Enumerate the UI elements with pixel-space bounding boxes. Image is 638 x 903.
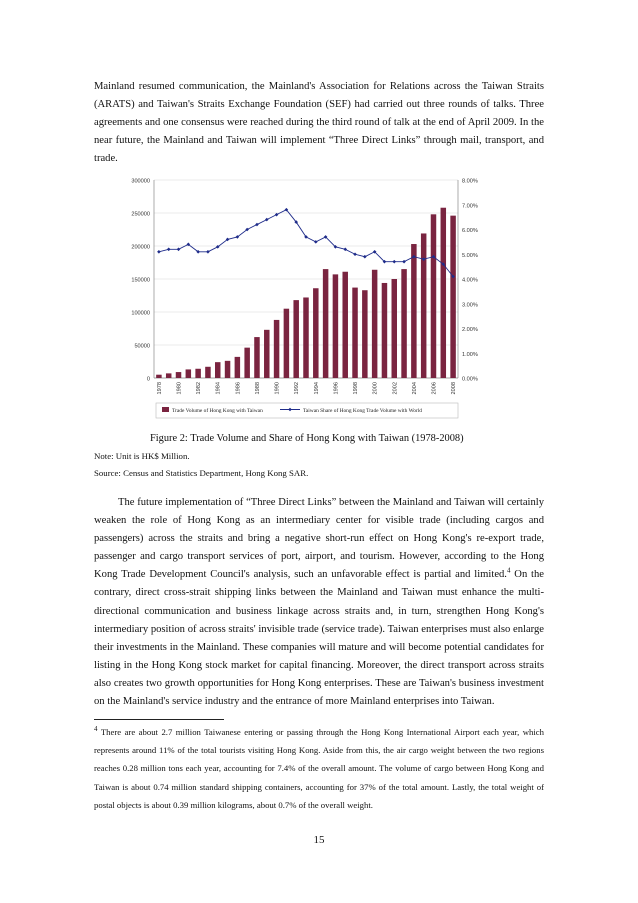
x-tick-label: 1988 xyxy=(254,382,261,395)
share-point-1983 xyxy=(206,250,210,254)
legend-bar-label: Trade Volume of Hong Kong with Taiwan xyxy=(172,408,263,414)
bar-2004 xyxy=(411,244,416,378)
footnote xyxy=(94,723,544,814)
share-point-2003 xyxy=(402,260,406,264)
share-point-1979 xyxy=(167,248,171,252)
right-tick-label: 2.00% xyxy=(462,327,478,333)
right-tick-label: 4.00% xyxy=(462,277,478,284)
x-tick-label: 1996 xyxy=(333,382,340,395)
share-point-2002 xyxy=(392,260,396,264)
left-tick-label: 200000 xyxy=(131,244,150,251)
figure-note: Note: Unit is HK$ Million. xyxy=(94,451,190,461)
bar-1992 xyxy=(293,300,298,378)
x-tick-label: 2004 xyxy=(411,382,418,395)
bar-1995 xyxy=(323,269,328,378)
bar-2001 xyxy=(382,283,387,378)
bar-1988 xyxy=(254,337,259,378)
bar-1998 xyxy=(352,288,357,378)
bar-1997 xyxy=(342,272,347,378)
share-point-1999 xyxy=(363,255,367,259)
figure-source: Source: Census and Statistics Department, Hong Kong SAR. xyxy=(94,468,309,478)
bar-1978 xyxy=(156,375,161,378)
right-tick-label: 7.00% xyxy=(462,203,478,210)
share-point-1989 xyxy=(265,218,269,222)
x-tick-label: 1990 xyxy=(274,382,281,395)
right-tick-label: 5.00% xyxy=(462,252,478,259)
bar-1996 xyxy=(333,274,338,378)
x-tick-label: 1982 xyxy=(196,382,203,395)
figure-caption: Figure 2: Trade Volume and Share of Hong Kong with Taiwan (1978-2008) xyxy=(150,433,464,444)
left-tick-label: 100000 xyxy=(131,310,150,317)
x-tick-label: 1986 xyxy=(235,382,242,395)
share-point-1980 xyxy=(177,248,181,252)
page-number: 15 xyxy=(313,834,325,846)
legend-bar-swatch xyxy=(162,407,169,412)
right-tick-label: 3.00% xyxy=(462,302,478,309)
bar-2005 xyxy=(421,233,426,378)
bar-1979 xyxy=(166,373,171,378)
left-tick-label: 50000 xyxy=(134,343,150,350)
body-text-2: On the contrary, direct cross-strait shipping links between the Mainland and Taiwan must enhance the multi-directional communication and business linkage across straits and, in turn, strengthen Hong Kong's intermediary position of across straits' invisible trade (service trade). Taiwan enterprises must also enlarge their investments in the Mainland. These companies will mature and will become potential candidates for listing in the Hong Kong stock market for capital financing. Moreover, the direct transport across straits also creates two growth opportunities for Hong Kong enterprises. These are Taiwan's business investment on the Mainland's service industry and the entrance of more Mainland enterprises into Taiwan. xyxy=(94,569,545,708)
x-tick-label: 1980 xyxy=(176,382,183,395)
right-tick-label: 1.00% xyxy=(462,351,478,358)
bar-1999 xyxy=(362,290,367,378)
bar-2003 xyxy=(401,269,406,378)
footnote-divider xyxy=(94,719,224,720)
footnote-reference: 4 xyxy=(506,566,511,575)
bar-1983 xyxy=(205,367,210,378)
bar-1987 xyxy=(244,348,249,378)
bar-2007 xyxy=(441,208,446,378)
bar-1984 xyxy=(215,362,220,378)
bar-1982 xyxy=(195,369,200,378)
x-tick-label: 2008 xyxy=(451,382,458,395)
bar-1991 xyxy=(284,309,289,378)
bar-2008 xyxy=(450,216,455,378)
share-line xyxy=(159,210,453,277)
share-point-1990 xyxy=(275,213,279,217)
x-tick-label: 1994 xyxy=(313,382,320,395)
left-tick-label: 250000 xyxy=(131,211,150,218)
body-paragraph xyxy=(94,494,544,711)
x-tick-label: 2002 xyxy=(392,382,399,395)
left-tick-label: 150000 xyxy=(131,277,150,284)
footnote-text: There are about 2.7 million Taiwanese entering or passing through the Hong Kong International Airport each year, which represents around 11% of the total tourists visiting Hong Kong. Aside from this, the air cargo weight between the two regions reaches 0.28 million tons each year, accounting for 7.4% of the overall amount. The volume of cargo between Hong Kong and Taiwan is about 0.74 million standard shipping containers, accounting for 37% of the total amount. Lastly, the total weight of postal objects is about 0.39 million kilograms, about 0.7% of the overall weight. xyxy=(94,727,544,810)
x-tick-label: 2006 xyxy=(431,382,438,395)
bar-1994 xyxy=(313,288,318,378)
share-point-1997 xyxy=(343,248,347,252)
bar-1990 xyxy=(274,320,279,378)
share-point-1978 xyxy=(157,250,161,254)
right-tick-label: 8.00% xyxy=(462,178,478,185)
bar-2000 xyxy=(372,270,377,378)
bar-1986 xyxy=(235,357,240,378)
right-tick-label: 0.00% xyxy=(462,376,478,383)
share-point-1988 xyxy=(255,223,259,227)
x-tick-label: 1998 xyxy=(353,382,360,395)
bar-1985 xyxy=(225,361,230,378)
bar-1981 xyxy=(186,369,191,378)
intro-paragraph: Mainland resumed communication, the Mainland's Association for Relations across the Taiwan Straits (ARATS) and Taiwan's Straits Exchange Foundation (SEF) had carried out three rounds of talks. Three agreements and one consensus were reached during the third round of talk at the end of April 2009. In the near future, the Mainland and Taiwan will implement “Three Direct Links” through mail, transport, and trade. xyxy=(94,81,544,165)
share-point-1998 xyxy=(353,252,357,256)
x-tick-label: 1992 xyxy=(294,382,301,395)
legend-line-marker xyxy=(288,408,292,412)
x-tick-label: 1978 xyxy=(156,382,163,395)
left-tick-label: 0 xyxy=(146,376,150,383)
bar-2006 xyxy=(431,214,436,378)
bar-1980 xyxy=(176,372,181,378)
bar-2002 xyxy=(392,279,397,378)
share-point-1994 xyxy=(314,240,318,244)
bar-1993 xyxy=(303,297,308,378)
x-tick-label: 1984 xyxy=(215,382,222,395)
footnote-marker: 4 xyxy=(94,725,98,734)
bar-1989 xyxy=(264,330,269,378)
left-tick-label: 300000 xyxy=(131,178,150,185)
right-tick-label: 6.00% xyxy=(462,228,478,234)
x-tick-label: 2000 xyxy=(372,382,379,395)
legend-line-label: Taiwan Share of Hong Kong Trade Volume with World xyxy=(303,408,422,414)
trade-chart xyxy=(118,170,476,422)
body-text-1: The future implementation of “Three Direct Links” between the Mainland and Taiwan will certainly weaken the role of Hong Kong as an intermediary center for visible trade (including cargos and passengers) across the straits and bring a negative short-run effect on Hong Kong's re-export trade, passenger and cargo transport services of port, airport, and tourism. However, according to the Hong Kong Trade Development Council's analysis, such an unfavorable effect is partial and limited. xyxy=(94,497,544,581)
